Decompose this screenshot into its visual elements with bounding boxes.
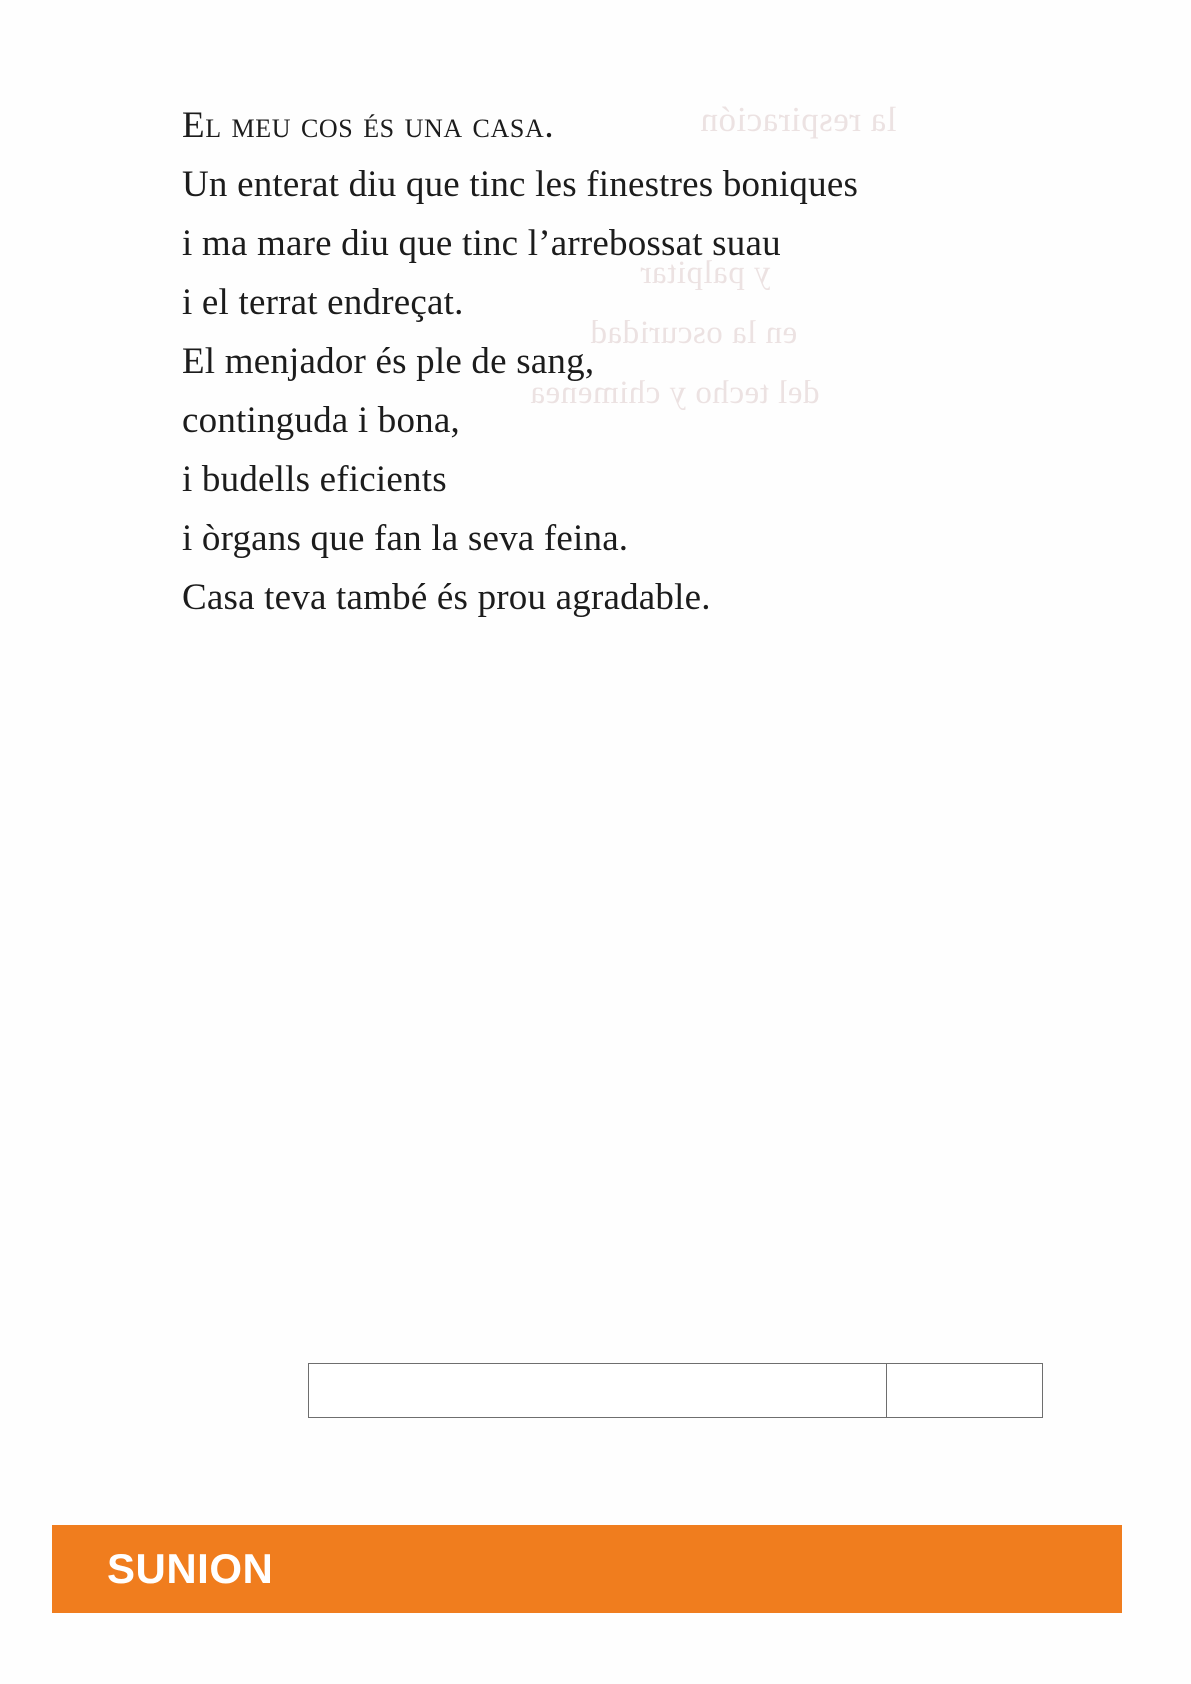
form-cell-narrow[interactable] [887, 1364, 1042, 1417]
sunion-logo: SUNION [107, 1545, 274, 1592]
footer-banner [52, 1525, 1122, 1613]
poem-line: Un enterat diu que tinc les finestres boniques [182, 164, 859, 205]
poem-body [182, 96, 1082, 627]
poem-line: continguda i bona, [182, 400, 460, 441]
poem-line: i budells eficients [182, 459, 447, 500]
bleed-through-text: en la oscuridad [590, 315, 798, 351]
poem-line: i el terrat endreçat. [182, 282, 464, 323]
form-cell-wide[interactable] [309, 1364, 887, 1417]
poem-line: El menjador és ple de sang, [182, 341, 595, 382]
form-box [308, 1363, 1043, 1418]
bleed-through-text: del techo y chimenea [530, 375, 820, 411]
bleed-through-text: la respiración [700, 100, 897, 139]
poem-line: El meu cos és una casa. [182, 105, 555, 146]
poem-line: Casa teva també és prou agradable. [182, 577, 711, 618]
poem-line: i òrgans que fan la seva feina. [182, 518, 629, 559]
bleed-through-text: y palpitar [640, 255, 771, 291]
poem-line: i ma mare diu que tinc l’arrebossat suau [182, 223, 781, 264]
